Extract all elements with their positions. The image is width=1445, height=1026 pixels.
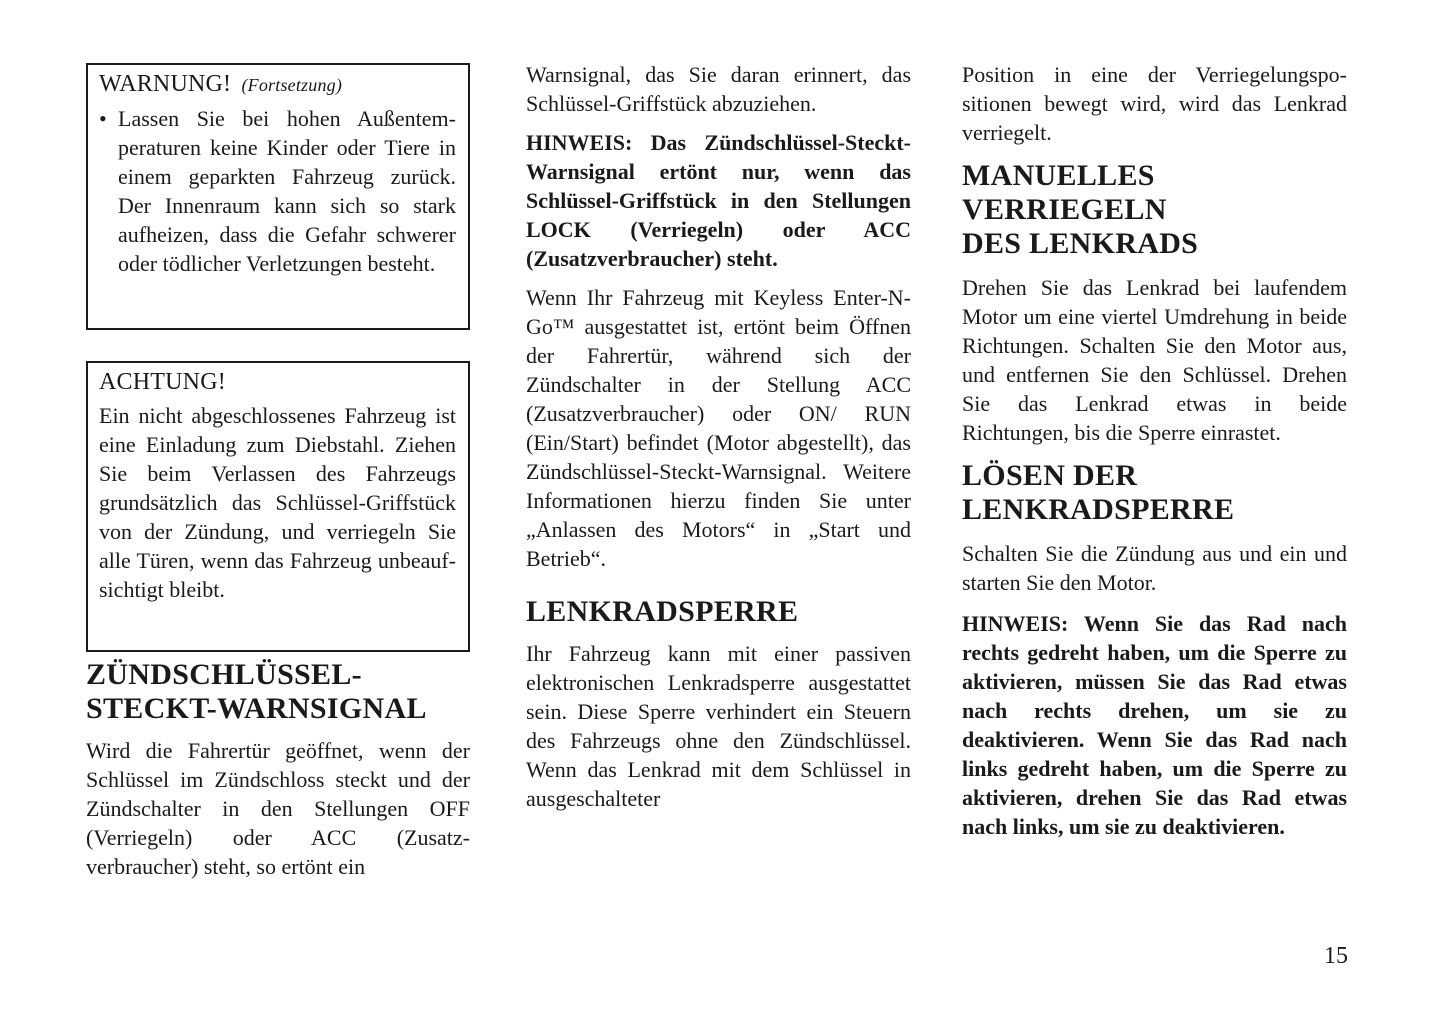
heading-key-warning-line2: STECKT-WARNSIGNAL xyxy=(86,692,427,725)
keyless-paragraph: Wenn Ihr Fahrzeug mit Keyless Enter-N-Go™ ausgestattet ist, ertönt beim Öffnen der Fahrertür, während sich der Zündschalter in der Stellung ACC (Zusatzverbraucher) oder ON/ RUN (Ein/Start) befindet (Motor abgestellt), das Zündschlüssel-Steckt-Warnsignal. Weitere Informationen hierzu finden Sie unter „Anlassen des Motors“ in „Start und Betrieb“. xyxy=(526,285,911,571)
position-paragraph: Position in eine der Verriegelungspositionen bewegt wird, wird das Lenkrad verriegelt. xyxy=(962,62,1347,145)
note-key-warning: HINWEIS: Das Zündschlüssel-Steckt-Warnsignal ertönt nur, wenn das Schlüssel-Griffstück in den Stellungen LOCK (Verriegeln) oder ACC (Zusatzverbraucher) steht. xyxy=(526,130,911,271)
warning-bullet-text: Lassen Sie bei hohen Außentemperaturen keine Kinder oder Tiere in einem geparkten Fahrzeug zurück. Der Innenraum kann sich so stark aufheizen, dass die Gefahr schwerer oder tödlicher Verletzungen besteht. xyxy=(118,106,456,276)
bullet-icon: • xyxy=(99,106,107,131)
warning-bullet-item xyxy=(99,104,456,278)
release-lock-paragraph: Schalten Sie die Zündung aus und ein und starten Sie den Motor. xyxy=(962,541,1347,595)
caution-title: ACHTUNG! xyxy=(99,369,226,395)
page-number: 15 xyxy=(1324,943,1348,969)
heading-key-warning xyxy=(86,658,470,726)
caution-text: Ein nicht abgeschlossenes Fahrzeug ist eine Einladung zum Diebstahl. Ziehen Sie beim Verlassen des Fahrzeugs grundsätzlich das Schlüssel-Griffstück von der Zündung, und verriegeln Sie alle Türen, wenn das Fahrzeug unbeaufsichtigt bleibt. xyxy=(99,403,456,602)
steering-lock-paragraph: Ihr Fahrzeug kann mit einer passiven elektronischen Lenkradsperre ausgestattet sein. Diese Sperre verhindert ein Steuern des Fahrzeugs ohne den Zündschlüssel. Wenn das Lenkrad mit dem Schlüssel in ausgeschalteter xyxy=(526,641,911,811)
note-release-lock: HINWEIS: Wenn Sie das Rad nach rechts gedreht haben, um die Sperre zu aktivieren, müssen Sie das Rad etwas nach rechts drehen, um sie zu deaktivieren. Wenn Sie das Rad nach links gedreht haben, um die Sperre zu aktivieren, drehen Sie das Rad etwas nach links, um sie zu deaktivieren. xyxy=(962,611,1347,839)
key-warning-paragraph: Wird die Fahrertür geöffnet, wenn der Schlüssel im Zündschloss steckt und der Zündschalter in den Stellungen OFF (Verriegeln) oder ACC (Zusatzverbraucher) steht, so ertönt ein xyxy=(86,738,470,879)
warning-title-line xyxy=(99,69,456,100)
warnsignal-paragraph: Warnsignal, das Sie daran erinnert, das Schlüssel-Griffstück abzuziehen. xyxy=(526,62,911,116)
heading-release-lock-line2: LENKRADSPERRE xyxy=(962,493,1235,526)
column-middle xyxy=(526,60,911,813)
column-left xyxy=(86,60,470,881)
manual-lock-paragraph: Drehen Sie das Lenkrad bei laufendem Motor um eine viertel Umdrehung in beide Richtungen. Schalten Sie den Motor aus, und entfernen Sie den Schlüssel. Drehen Sie das Lenkrad etwas in beide Richtungen, bis die Sperre einrastet. xyxy=(962,275,1347,445)
caution-box xyxy=(86,361,470,652)
heading-key-warning-line1: ZÜNDSCHLÜSSEL- xyxy=(86,658,362,691)
heading-manual-lock-line2: DES LENKRADS xyxy=(962,227,1199,260)
heading-release-lock-line1: LÖSEN DER xyxy=(962,459,1138,492)
heading-manual-lock-line1: MANUELLES VERRIEGELN xyxy=(962,159,1167,226)
warning-continuation: (Fortsetzung) xyxy=(241,75,343,95)
heading-steering-lock: LENKRADSPERRE xyxy=(526,595,799,628)
heading-manual-lock xyxy=(962,159,1347,261)
column-right xyxy=(962,60,1347,841)
warning-box xyxy=(86,63,470,330)
heading-release-lock xyxy=(962,459,1347,527)
warning-title: WARNUNG! xyxy=(99,71,232,97)
